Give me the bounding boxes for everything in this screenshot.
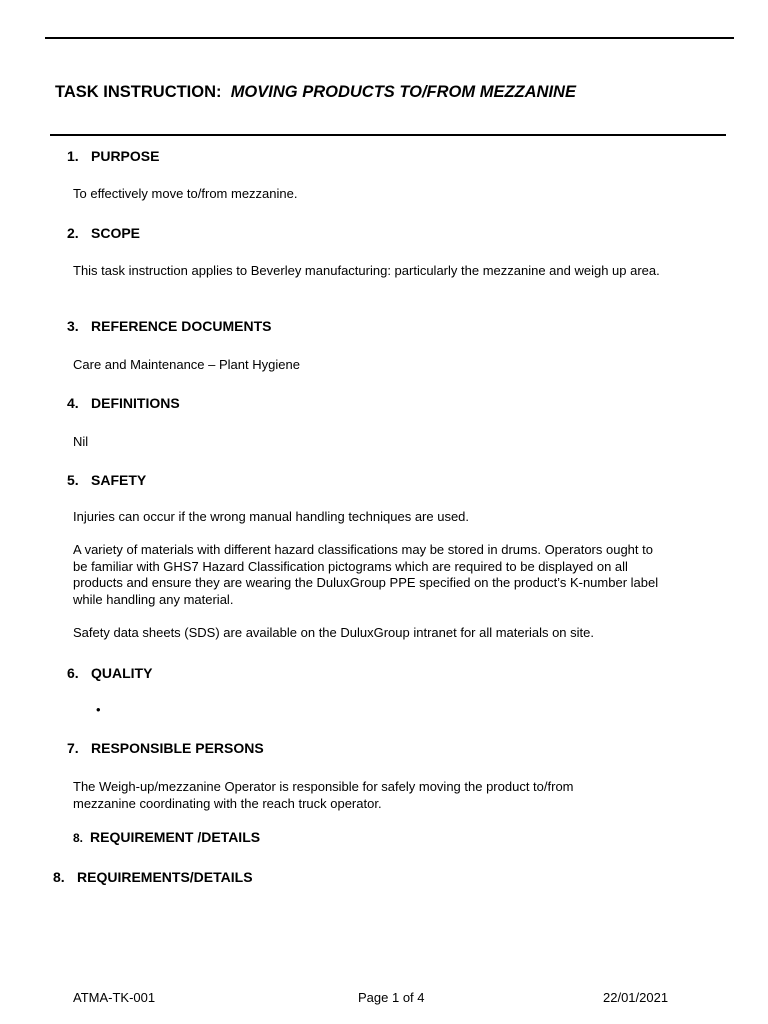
section-heading-scope [67,225,140,241]
section-number: 6. [67,665,79,681]
title-label: TASK INSTRUCTION: [55,83,222,101]
section-title: QUALITY [91,665,153,681]
section-heading-safety [67,472,146,488]
footer-doc-id: ATMA-TK-001 [73,990,156,1005]
section-title: SAFETY [91,472,147,488]
section-title: REQUIREMENTS/DETAILS [77,869,253,885]
section-title: DEFINITIONS [91,395,180,411]
safety-paragraph-2: A variety of materials with different hazard classifications may be stored in drums. Operators ought to be familiar with GHS7 Hazard Classification pictograms which are required to be displayed on all products and ensure they are wearing the DuluxGroup PPE specified on the product’s K-number label while handling any material. [73,542,659,608]
section-title: REQUIREMENT /DETAILS [90,829,261,845]
footer-date: 22/01/2021 [603,990,669,1005]
page-title [55,83,576,102]
footer-page-number: Page 1 of 4 [358,990,425,1005]
section-title: SCOPE [91,225,141,241]
section-title: PURPOSE [91,148,160,164]
safety-paragraph-3: Safety data sheets (SDS) are available on the DuluxGroup intranet for all materials on site. [73,625,594,640]
section-heading-quality [67,665,152,681]
section-number: 8. [53,869,65,885]
section-heading-reference-documents [67,318,271,334]
top-rule [45,37,734,39]
section-number: 8. [73,831,84,845]
section-number: 2. [67,225,79,241]
section-heading-requirements-details [53,869,253,885]
section-number: 3. [67,318,79,334]
section-heading-purpose [67,148,159,164]
definitions-text: Nil [73,434,89,449]
section-title: REFERENCE DOCUMENTS [91,318,272,334]
title-subject: MOVING PRODUCTS TO/FROM MEZZANINE [230,83,576,101]
section-number: 5. [67,472,79,488]
section-heading-definitions [67,395,180,411]
reference-documents-text: Care and Maintenance – Plant Hygiene [73,357,300,372]
responsible-persons-text: The Weigh-up/mezzanine Operator is responsible for safely moving the product to/from mezzanine coordinating with the reach truck operator. [73,779,574,811]
safety-paragraph-1: Injuries can occur if the wrong manual handling techniques are used. [73,509,470,524]
section-number: 4. [67,395,79,411]
title-rule [50,134,726,136]
quality-bullet: • [96,702,101,717]
scope-text: This task instruction applies to Beverley manufacturing: particularly the mezzanine and weigh up area. [73,263,660,278]
section-number: 7. [67,740,79,756]
section-title: RESPONSIBLE PERSONS [91,740,264,756]
section-heading-responsible-persons [67,740,264,756]
section-number: 1. [67,148,79,164]
purpose-text: To effectively move to/from mezzanine. [73,186,298,201]
section-heading-requirement-details [73,829,260,845]
